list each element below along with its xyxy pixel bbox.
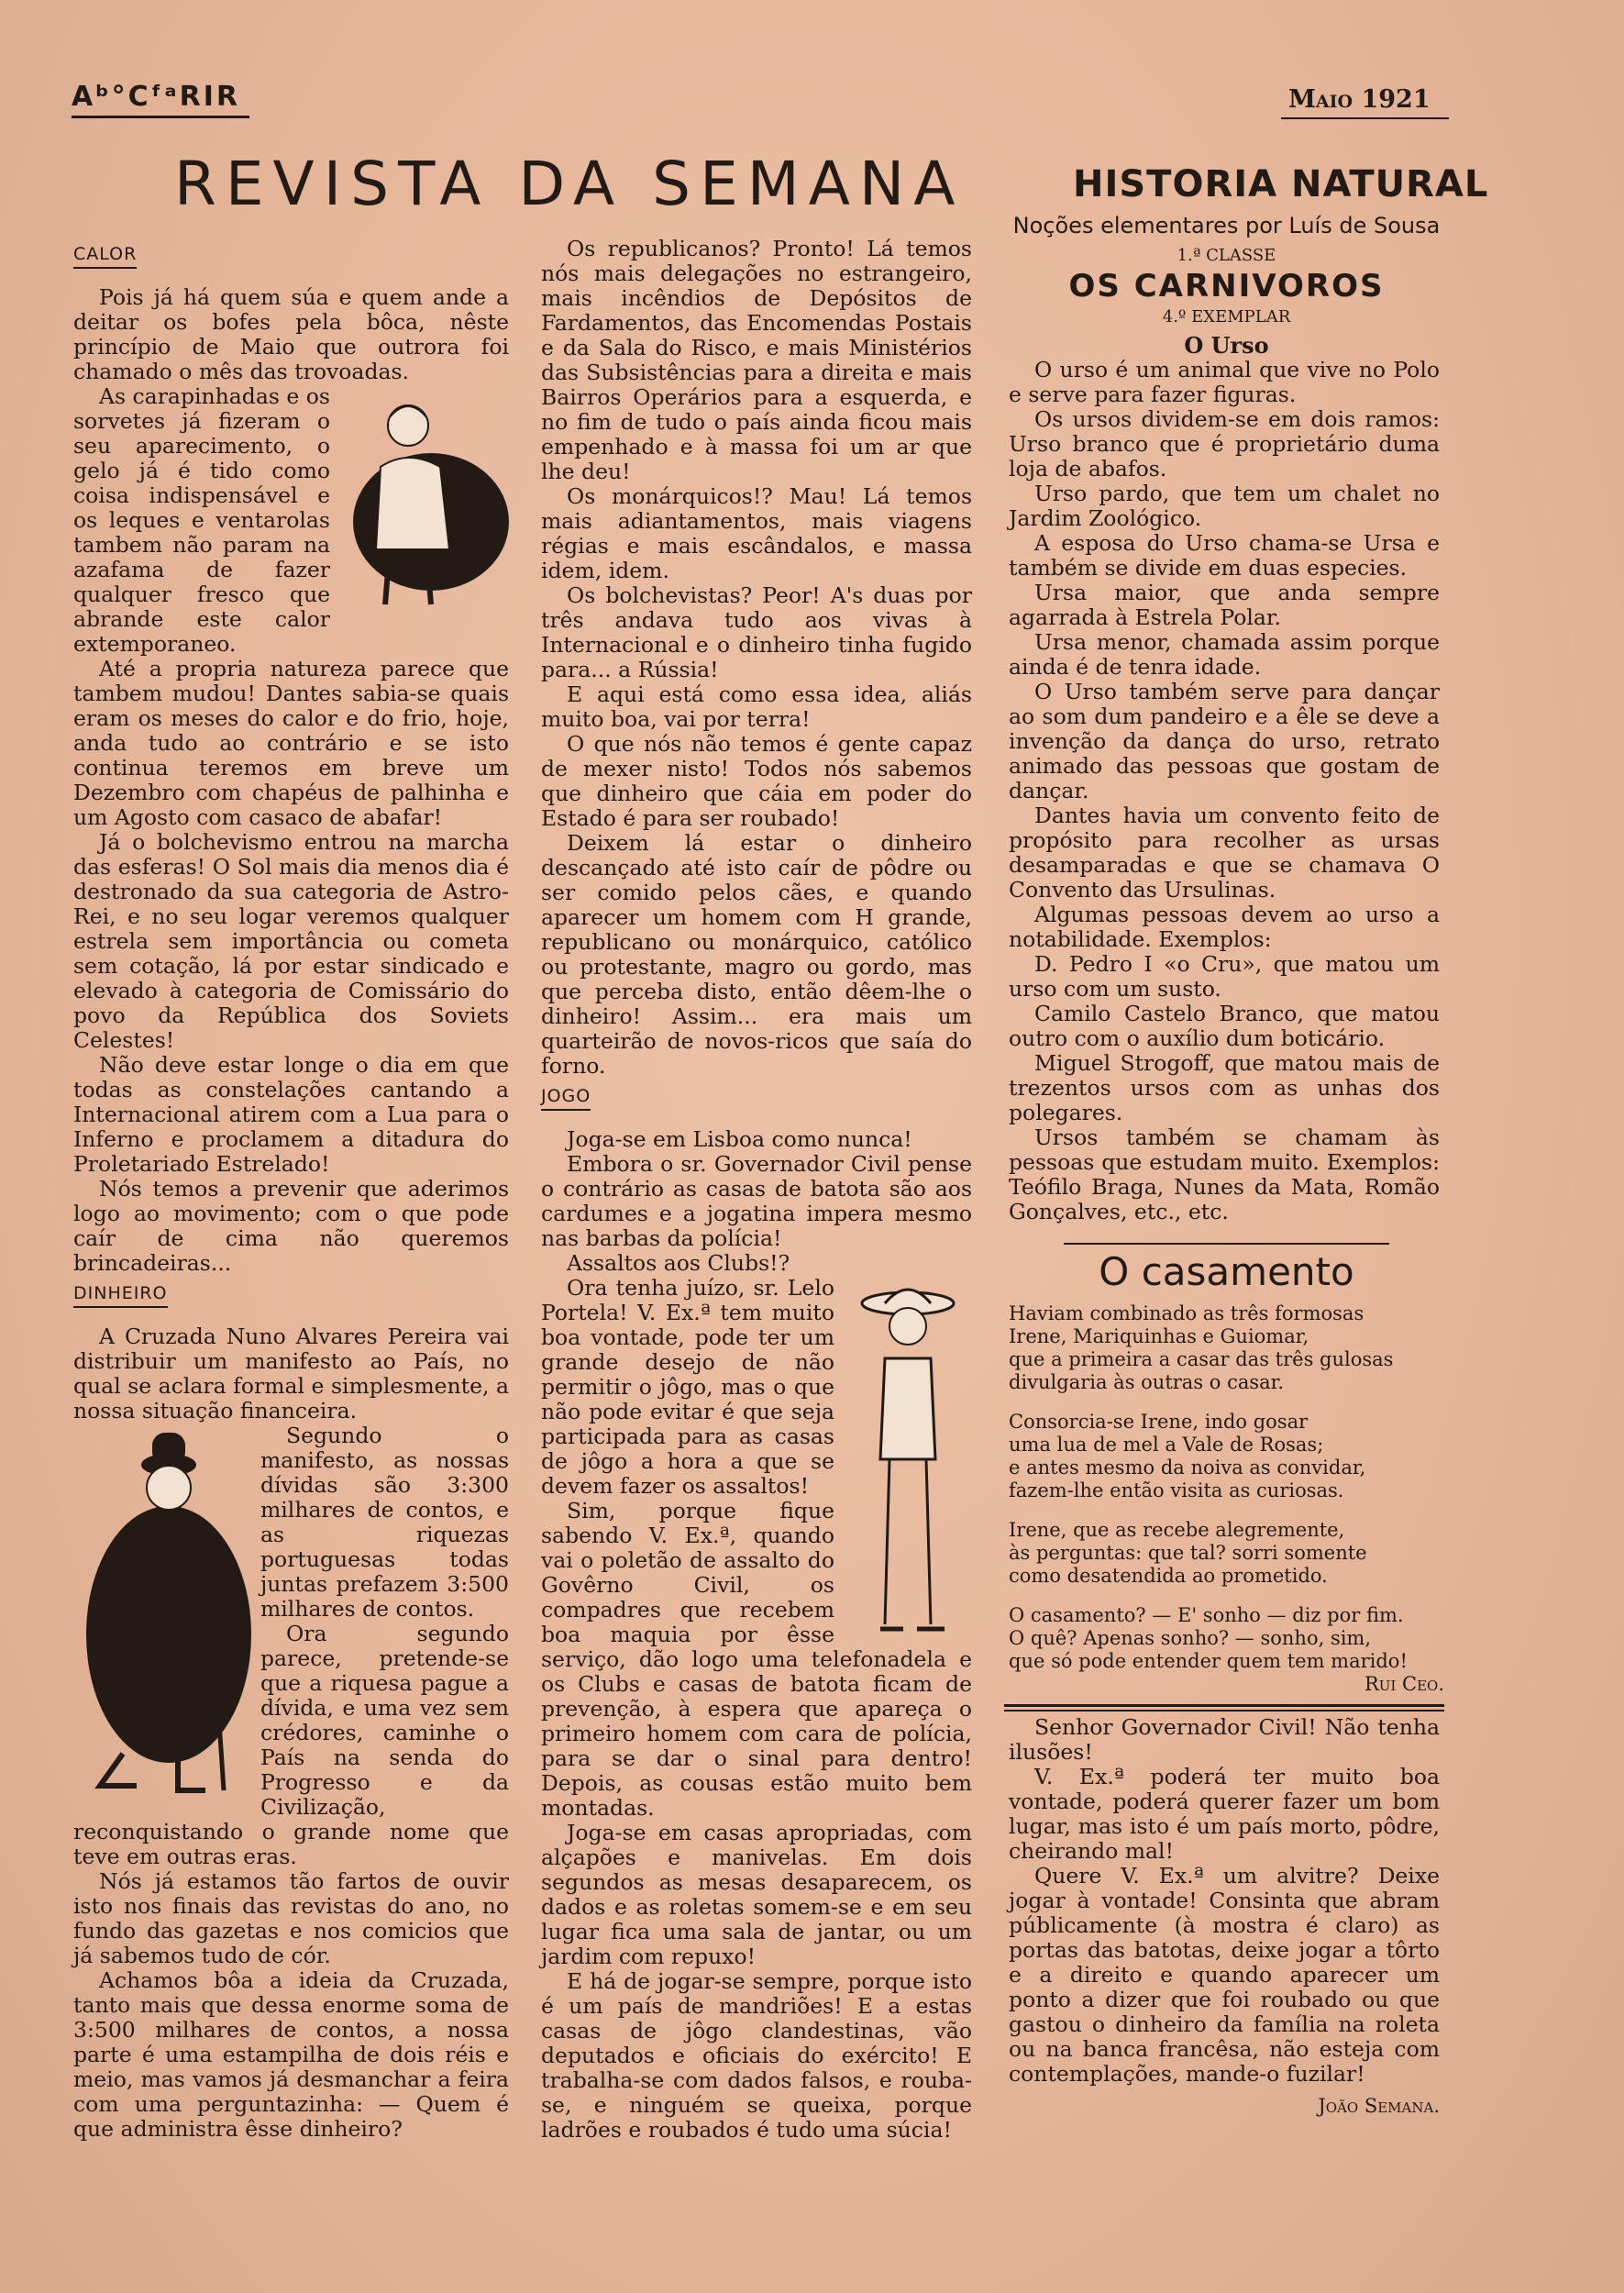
poem-line: que a primeira a casar das três gulosas: [1009, 1348, 1394, 1370]
poem-line: Irene, que as recebe alegremente,: [1009, 1519, 1345, 1541]
paragraph: O urso é um animal que vive no Polo e serve para fazer figuras.: [1009, 357, 1440, 407]
paragraph: Assaltos aos Clubs!?: [567, 1250, 790, 1276]
paragraph: Os ursos dividem-se em dois ramos: Urso branco que é proprietário duma loja de abafos.: [1009, 406, 1440, 482]
poem-stanza: [1009, 1411, 1444, 1502]
paragraph: Ora segundo parece, pretende-se que a riquesa pague a dívida, e uma vez sem crédores, caminhe o País na senda do Progresso e da Civilização, reconquistando o grande nome que teve em outras eras.: [73, 1621, 509, 1869]
divider: [1004, 1704, 1444, 1707]
paragraph: Urso pardo, que tem um chalet no Jardim Zoológico.: [1009, 481, 1440, 531]
divider: [1064, 1243, 1389, 1245]
poem-stanza: [1009, 1604, 1444, 1673]
paragraph: O que nós não temos é gente capaz de mexer nisto! Todos nós sabemos que dinheiro que cáia em poder do Estado é para ser roubado!: [541, 731, 972, 831]
paragraph: Não deve estar longe o dia em que todas as constelações cantando a Internacional atirem com a Lua para o Inferno e proclamem a ditadura do Proletariado Estrelado!: [73, 1052, 509, 1177]
paragraph: Nós temos a prevenir que aderimos logo ao movimento; com o que pode caír de cima não queremos brincadeiras...: [73, 1176, 509, 1276]
column-3-historia: [1009, 358, 1440, 1224]
paragraph: Ora tenha juízo, sr. Lelo Portela! V. Ex.ª tem muito boa vontade, pode ter um grande desejo de não permitir o jôgo, mas o que não pode evitar é que seja participada para as casas de jôgo a hora a que se devem fazer os assaltos!: [541, 1275, 834, 1499]
paragraph: Dantes havia um convento feito de propósito para recolher as ursas desamparadas e que se chamava O Convento das Ursulinas.: [1009, 803, 1440, 903]
paragraph: A esposa do Urso chama-se Ursa e também se divide em duas especies.: [1009, 530, 1440, 581]
issue-date: Maio 1921: [1288, 85, 1431, 114]
paragraph: Camilo Castelo Branco, que matou outro com o auxílio dum boticário.: [1009, 1001, 1440, 1051]
paragraph: D. Pedro I «o Cru», que matou um urso com um susto.: [1009, 951, 1440, 1002]
paragraph: Algumas pessoas devem ao urso a notabilidade. Exemplos:: [1009, 902, 1440, 952]
paragraph: As carapinhadas e os sorvetes já fizeram o seu aparecimento, o gelo já é tido como coisa indispensável e os leques e ventarolas tambem não param na azafama de fazer qualquer fresco que abrande este calor extemporaneo.: [73, 383, 330, 657]
paragraph: O Urso também serve para dançar ao som dum pandeiro e a êle se deve a invenção da dança do urso, retrato animado das pessoas que gostam de dançar.: [1009, 679, 1440, 803]
paragraph: Quere V. Ex.ª um alvitre? Deixe jogar à vontade! Consinta que abram públicamente (à mostra é claro) as portas das batotas, deixe jogar a tôrto e a direito e quando aparecer um ponto a dizer que foi roubado ou que gastou o dinheiro da família na roleta ou na banca francêsa, não esteja com contemplações, mande-o fuzilar!: [1009, 1863, 1440, 2087]
column-2: [541, 237, 972, 2143]
poem-line: e antes mesmo da noiva as convidar,: [1009, 1457, 1366, 1479]
poem-author: Rui Ceo.: [1364, 1673, 1444, 1695]
section-heading-calor: CALOR: [73, 242, 137, 269]
paragraph: Nós já estamos tão fartos de ouvir isto nos finais das revistas do ano, no fundo das gazetas e nos comicios que já sabemos tudo de cór.: [73, 1868, 509, 1968]
page-title: REVISTA DA SEMANA: [174, 149, 965, 219]
casamento-title: O casamento: [1099, 1249, 1354, 1294]
poem-line: Consorcia-se Irene, indo gosar: [1009, 1411, 1309, 1433]
paragraph: Miguel Strogoff, que matou mais de trezentos ursos com as unhas dos polegares.: [1009, 1050, 1440, 1125]
illustration-man-hat: [844, 1276, 972, 1643]
paragraph: Ursa menor, chamada assim porque ainda é de tenra idade.: [1009, 629, 1440, 680]
paragraph: Pois já há quem súa e quem ande a deitar os bofes pela bôca, nêste princípio de Maio que outrora foi chamado o mês das trovoadas.: [73, 284, 509, 384]
paragraph: Achamos bôa a ideia da Cruzada, tanto mais que dessa enorme soma de 3:500 milhares de contos, a nossa parte é uma estampilha de dois réis e meio, mas vamos já desmanchar a feira com uma perguntazinha: — Quem é que administra êsse dinheiro?: [73, 1967, 509, 2142]
illustration-woman-seated: [339, 384, 509, 614]
illustration-fat-man-bowler: [68, 1423, 251, 1800]
paragraph: Segundo o manifesto, as nossas dívidas são 3:300 milhares de contos, e as riquezas portuguesas todas juntas prefazem 3:500 milhares de contos.: [260, 1423, 509, 1622]
poem-stanza: [1009, 1302, 1444, 1394]
paragraph: Até a propria natureza parece que tambem mudou! Dantes sabia-se quais eram os meses do calor e do frio, hoje, anda tudo ao contrário e se isto continua teremos em breve um Dezembro com chapéus de palhinha e um Agosto com casaco de abafar!: [73, 656, 509, 830]
magazine-logo: Aᵇ°CᶠᵃRIR: [72, 81, 241, 113]
poem-line: às perguntas: que tal? sorri somente: [1009, 1542, 1367, 1564]
paragraph: V. Ex.ª poderá ter muito boa vontade, poderá querer fazer um bom lugar, mas isto é um país morto, pôdre, cheirando mal!: [1009, 1764, 1440, 1864]
poem-line: Irene, Mariquinhas e Guiomar,: [1009, 1325, 1309, 1347]
poem-line: O casamento? — E' sonho — diz por fim.: [1009, 1604, 1404, 1626]
carnivoros-heading: OS CARNIVOROS: [1068, 268, 1385, 305]
poem-line: O quê? Apenas sonho? — sonho, sim,: [1009, 1627, 1372, 1649]
poem-line: fazem-lhe então visita as curiosas.: [1009, 1479, 1344, 1501]
paragraph: Já o bolchevismo entrou na marcha das esferas! O Sol mais dia menos dia é destronado da sua categoria de Astro-Rei, e no seu logar veremos qualquer estrela sem importância ou cometa sem cotação, lá por estar sindicado e elevado à categoria de Comissário do povo da República dos Soviets Celestes!: [73, 829, 509, 1053]
historia-natural-title: HISTORIA NATURAL: [1073, 163, 1489, 205]
column-1: [73, 237, 509, 2142]
divider: [1004, 1710, 1444, 1711]
column-3-governador: [1009, 1715, 1440, 2119]
paragraph: Deixem lá estar o dinheiro descançado até isto caír de pôdre ou ser comido pelos cães, e quando aparecer um homem com H grande, republicano ou monárquico, católico ou protestante, magro ou gordo, mas que perceba disto, então dêem-lhe o dinheiro! Assim... era mais um quarteirão de novos-ricos que saía do forno.: [541, 830, 972, 1079]
paragraph: E aqui está como essa idea, aliás muito boa, vai por terra!: [541, 681, 972, 732]
article-author: João Semana.: [1318, 2095, 1440, 2117]
poem-line: divulgaria às outras o casar.: [1009, 1371, 1285, 1393]
paragraph: Os republicanos? Pronto! Lá temos nós mais delegações no estrangeiro, mais incêndios de Depósitos de Fardamentos, das Encomendas Postais e da Sala do Risco, e mais Ministérios das Subsistências para a direita e mais Bairros Operários para a esquerda, e no fim de tudo o país ainda ficou mais empenhado e à massa foi um ar que lhe deu!: [541, 236, 972, 484]
paragraph: Sim, porque fique sabendo V. Ex.ª, quando vai o poletão de assalto do Govêrno Civil, os compadres que recebem boa maquia por êsse serviço, dão logo uma telefonadela e os Clubs e casas de batota ficam de prevenção, à espera que apareça o primeiro homem com cara de polícia, para se dar o sinal para dentro! Depois, as cousas estão muito bem montadas.: [541, 1498, 972, 1821]
paragraph: Senhor Governador Civil! Não tenha ilusões!: [1009, 1714, 1440, 1765]
paragraph: Ursa maior, que anda sempre agarrada à Estrela Polar.: [1009, 580, 1440, 630]
paragraph: A Cruzada Nuno Alvares Pereira vai distribuir um manifesto ao País, no qual se aclara formal e simplesmente, a nossa situação financeira.: [73, 1324, 509, 1423]
exemplar-label: 4.º EXEMPLAR: [1162, 307, 1291, 327]
urso-heading: O Urso: [1184, 332, 1269, 359]
poem-line: uma lua de mel a Vale de Rosas;: [1009, 1434, 1324, 1456]
poem-line: Haviam combinado as três formosas: [1009, 1302, 1364, 1324]
poem-stanza: [1009, 1519, 1444, 1588]
paragraph: Os monárquicos!? Mau! Lá temos mais adiantamentos, mais viagens régias e mais escândalos, e massa idem, idem.: [541, 483, 972, 583]
historia-natural-subtitle: Noções elementares por Luís de Sousa: [1012, 213, 1441, 238]
poem-line: que só pode entender quem tem marido!: [1009, 1650, 1408, 1672]
section-heading-jogo: JOGO: [541, 1084, 591, 1111]
paragraph: Joga-se em casas apropriadas, com alçapões e manivelas. Em dois segundos as mesas desaparecem, os dados e as roletas somem-se e em seu lugar fica uma sala de jantar, ou um jardim com repuxo!: [541, 1820, 972, 1969]
paragraph: Ursos também se chamam às pessoas que estudam muito. Exemplos: Teófilo Braga, Nunes da Mata, Romão Gonçalves, etc., etc.: [1009, 1124, 1440, 1224]
poem-line: como desatendida ao prometido.: [1009, 1565, 1328, 1587]
paragraph: E há de jogar-se sempre, porque isto é um país de mandriões! E a estas casas de jôgo clandestinas, vão deputados e oficiais do exército! E trabalha-se com dados falsos, e rouba-se, e ninguém se queixa, porque ladrões e roubados é tudo uma súcia!: [541, 1968, 972, 2143]
classe-label: 1.ª CLASSE: [1177, 246, 1276, 265]
paragraph: Joga-se em Lisboa como nunca!: [567, 1126, 912, 1152]
paragraph: Embora o sr. Governador Civil pense o contrário as casas de batota são aos cardumes e a jogatina impera mesmo nas barbas da polícia!: [541, 1151, 972, 1251]
poem-casamento: [1009, 1302, 1444, 1696]
paragraph: Os bolchevistas? Peor! A's duas por três andava tudo aos vivas à Internacional e o dinheiro tinha fugido para... a Rússia!: [541, 582, 972, 682]
section-heading-dinheiro: DINHEIRO: [73, 1281, 168, 1308]
